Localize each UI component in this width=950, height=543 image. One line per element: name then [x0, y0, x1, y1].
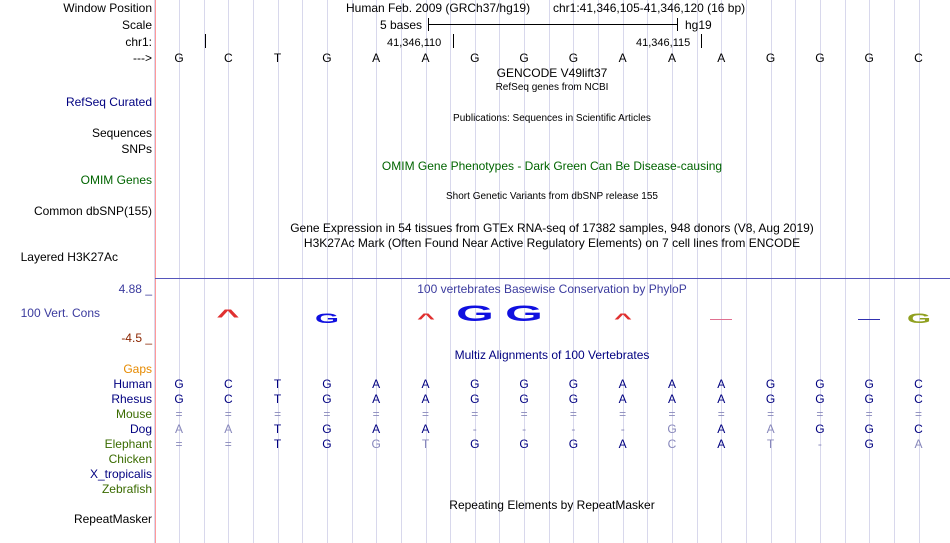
gridline — [721, 0, 722, 543]
alignment-base: G — [765, 377, 776, 391]
alignment-base: A — [667, 377, 676, 391]
gridline — [845, 0, 846, 543]
chrom-label: chr1: — [125, 35, 152, 49]
gridline — [647, 0, 648, 543]
alignment-base: A — [914, 437, 923, 451]
alignment-base: A — [421, 422, 430, 436]
alignment-base: G — [371, 437, 381, 451]
scale-bar-right-tick — [677, 18, 678, 31]
alignment-base: A — [717, 437, 726, 451]
conservation-mark: ^ — [216, 306, 240, 326]
alignment-base: = — [175, 437, 183, 451]
alignment-base: G — [470, 377, 480, 391]
alignment-base: G — [568, 437, 579, 451]
alignment-base: = — [471, 407, 479, 421]
omim-track-label[interactable]: OMIM Genes — [80, 173, 152, 187]
coord-tick-115 — [701, 34, 702, 48]
gridline — [697, 0, 698, 543]
coord-label-115: 41,346,115 — [636, 37, 691, 49]
species-label-mouse: Mouse — [115, 407, 152, 421]
gridline — [253, 0, 254, 543]
alignment-base: - — [817, 437, 822, 451]
alignment-base: = — [224, 437, 232, 451]
gridline — [623, 0, 624, 543]
gridline — [795, 0, 796, 543]
alignment-base: A — [224, 422, 233, 436]
omim-track-desc: OMIM Gene Phenotypes - Dark Green Can Be Disease-causing — [381, 159, 723, 173]
alignment-base: G — [568, 392, 579, 406]
alignment-base: G — [864, 377, 874, 391]
gridline — [302, 0, 303, 543]
alignment-base: G — [815, 377, 825, 391]
alignment-base: G — [765, 392, 776, 406]
gencode-track-title[interactable]: GENCODE V49lift37 — [496, 66, 608, 80]
gridline — [869, 0, 870, 543]
coord-tick-110 — [453, 34, 454, 48]
alignment-base: = — [520, 407, 528, 421]
alignment-base: A — [174, 422, 183, 436]
alignment-base: A — [717, 377, 726, 391]
scale-bar-left-tick — [428, 18, 429, 31]
species-label-elephant: Elephant — [104, 437, 152, 451]
gridline — [352, 0, 353, 543]
alignment-base: A — [717, 422, 726, 436]
alignment-base: G — [568, 377, 579, 391]
window-position-label: Window Position — [63, 1, 152, 15]
conservation-mark: ^ — [416, 310, 435, 326]
alignment-base: = — [224, 407, 232, 421]
sequence-base: A — [667, 51, 676, 65]
alignment-base: = — [767, 407, 775, 421]
coord-tick-start — [205, 34, 206, 48]
alignment-base: G — [519, 392, 529, 406]
assembly-title: Human Feb. 2009 (GRCh37/hg19) — [346, 1, 531, 15]
cons-max-label: 4.88 _ — [118, 282, 152, 296]
conservation-mark: G — [505, 301, 543, 326]
species-label-human: Human — [113, 377, 152, 391]
alignment-base: G — [815, 422, 825, 436]
species-label-rhesus: Rhesus — [111, 392, 152, 406]
alignment-base: G — [667, 422, 677, 436]
sequence-base: T — [273, 51, 282, 65]
refseq-track-desc: RefSeq genes from NCBI — [495, 82, 609, 93]
alignment-base: = — [865, 407, 873, 421]
alignment-base: = — [569, 407, 577, 421]
alignment-base: G — [519, 437, 529, 451]
sequence-base: G — [322, 51, 332, 65]
species-label-chicken: Chicken — [108, 452, 152, 466]
scale-bar — [428, 24, 677, 25]
alignment-base: - — [472, 422, 477, 436]
alignment-base: T — [273, 377, 282, 391]
alignment-base: = — [816, 407, 824, 421]
alignment-base: = — [914, 407, 922, 421]
gridline — [376, 0, 377, 543]
gridline — [426, 0, 427, 543]
alignment-base: A — [372, 377, 381, 391]
sequences-track-label[interactable]: Sequences — [91, 126, 152, 140]
alignment-base: A — [667, 392, 676, 406]
alignment-base: G — [864, 422, 874, 436]
alignment-base: G — [322, 437, 332, 451]
publications-track-desc: Publications: Sequences in Scientific Articles — [453, 113, 651, 124]
sequence-base: G — [568, 51, 579, 65]
species-label-dog: Dog — [129, 422, 152, 436]
alignment-base: = — [421, 407, 429, 421]
alignment-base: T — [421, 437, 430, 451]
alignment-base: T — [766, 437, 775, 451]
gridline — [450, 0, 451, 543]
refseq-track-label[interactable]: RefSeq Curated — [65, 95, 152, 109]
alignment-base: T — [273, 422, 282, 436]
alignment-base: = — [668, 407, 676, 421]
alignment-base: G — [864, 392, 874, 406]
alignment-base: A — [421, 377, 430, 391]
gridline — [401, 0, 402, 543]
alignment-base: C — [914, 377, 923, 391]
alignment-base: A — [421, 392, 430, 406]
scale-db: hg19 — [685, 18, 712, 32]
label-separator — [155, 0, 156, 543]
dbsnp-track-label[interactable]: Common dbSNP(155) — [33, 204, 152, 218]
cons-track-label[interactable]: 100 Vert. Cons — [20, 306, 100, 320]
conservation-mark: — — [858, 314, 881, 325]
sequence-base: A — [618, 51, 627, 65]
window-position-text: chr1:41,346,105-41,346,120 (16 bp) — [553, 1, 746, 15]
sequence-base: G — [864, 51, 874, 65]
gridline — [771, 0, 772, 543]
sequence-base: A — [421, 51, 430, 65]
track-divider — [155, 278, 950, 279]
alignment-base: G — [322, 392, 332, 406]
phylop-track-desc: 100 vertebrates Basewise Conservation by PhyloP — [417, 282, 687, 296]
cons-min-label: -4.5 _ — [121, 331, 152, 345]
gridline — [204, 0, 205, 543]
alignment-base: G — [470, 392, 480, 406]
alignment-base: G — [519, 377, 529, 391]
sequence-base: C — [914, 51, 923, 65]
alignment-base: C — [223, 392, 233, 406]
repeatmasker-track-label[interactable]: RepeatMasker — [73, 512, 152, 526]
gridline — [820, 0, 821, 543]
alignment-base: G — [322, 422, 332, 436]
sequence-base: G — [815, 51, 825, 65]
gridline — [894, 0, 895, 543]
alignment-base: A — [618, 392, 627, 406]
alignment-base: G — [864, 437, 874, 451]
sequence-base: G — [765, 51, 776, 65]
repeatmasker-track-desc: Repeating Elements by RepeatMasker — [449, 498, 655, 512]
gridline — [327, 0, 328, 543]
strand-label[interactable]: ---> — [133, 51, 152, 65]
alignment-base: G — [322, 377, 332, 391]
species-label-x_tropicalis: X_tropicalis — [89, 467, 152, 481]
multiz-track-desc: Multiz Alignments of 100 Vertebrates — [454, 348, 650, 362]
gridline — [672, 0, 673, 543]
sequence-base: C — [223, 51, 233, 65]
alignment-base: C — [914, 392, 923, 406]
alignment-base: G — [174, 377, 184, 391]
alignment-base: G — [815, 392, 825, 406]
alignment-base: G — [470, 437, 480, 451]
gridline — [278, 0, 279, 543]
alignment-base: A — [618, 437, 627, 451]
alignment-base: C — [667, 437, 677, 451]
alignment-base: = — [372, 407, 380, 421]
gridline — [475, 0, 476, 543]
alignment-base: G — [174, 392, 184, 406]
conservation-mark: — — [710, 314, 733, 325]
conservation-mark: ^ — [613, 310, 632, 326]
alignment-base: - — [522, 422, 527, 436]
alignment-base: - — [571, 422, 576, 436]
gridline — [228, 0, 229, 543]
alignment-base: = — [323, 407, 331, 421]
alignment-base: = — [619, 407, 627, 421]
conservation-mark: G — [906, 310, 931, 326]
alignment-base: A — [618, 377, 627, 391]
coord-label-110: 41,346,110 — [387, 37, 442, 49]
sequence-base: A — [372, 51, 381, 65]
alignment-base: A — [717, 392, 726, 406]
gridline — [919, 0, 920, 543]
conservation-mark: G — [455, 301, 494, 326]
alignment-base: = — [175, 407, 183, 421]
gridline — [179, 0, 180, 543]
alignment-base: C — [914, 422, 923, 436]
scale-label: Scale — [121, 18, 152, 32]
alignment-base: T — [273, 392, 282, 406]
scale-text: 5 bases — [380, 18, 423, 32]
snps-track-label[interactable]: SNPs — [121, 142, 152, 156]
gridline — [746, 0, 747, 543]
alignment-base: A — [372, 422, 381, 436]
alignment-base: C — [223, 377, 233, 391]
gaps-label: Gaps — [123, 362, 152, 376]
h3k27ac-track-label[interactable]: Layered H3K27Ac — [20, 250, 118, 264]
sequence-base: G — [174, 51, 184, 65]
sequence-base: A — [717, 51, 726, 65]
species-label-zebrafish: Zebrafish — [101, 482, 152, 496]
alignment-base: A — [372, 392, 381, 406]
alignment-base: = — [717, 407, 725, 421]
dbsnp-track-desc: Short Genetic Variants from dbSNP release 155 — [446, 191, 658, 202]
gtex-track-desc: Gene Expression in 54 tissues from GTEx RNA-seq of 17382 samples, 948 donors (V8, Aug 2019) — [290, 221, 814, 235]
sequence-base: G — [470, 51, 480, 65]
conservation-mark: G — [314, 310, 339, 326]
alignment-base: A — [766, 422, 775, 436]
alignment-base: = — [274, 407, 282, 421]
h3k27ac-track-desc: H3K27Ac Mark (Often Found Near Active Regulatory Elements) on 7 cell lines from ENCODE — [303, 236, 801, 250]
alignment-base: - — [620, 422, 625, 436]
alignment-base: T — [273, 437, 282, 451]
sequence-base: G — [519, 51, 529, 65]
